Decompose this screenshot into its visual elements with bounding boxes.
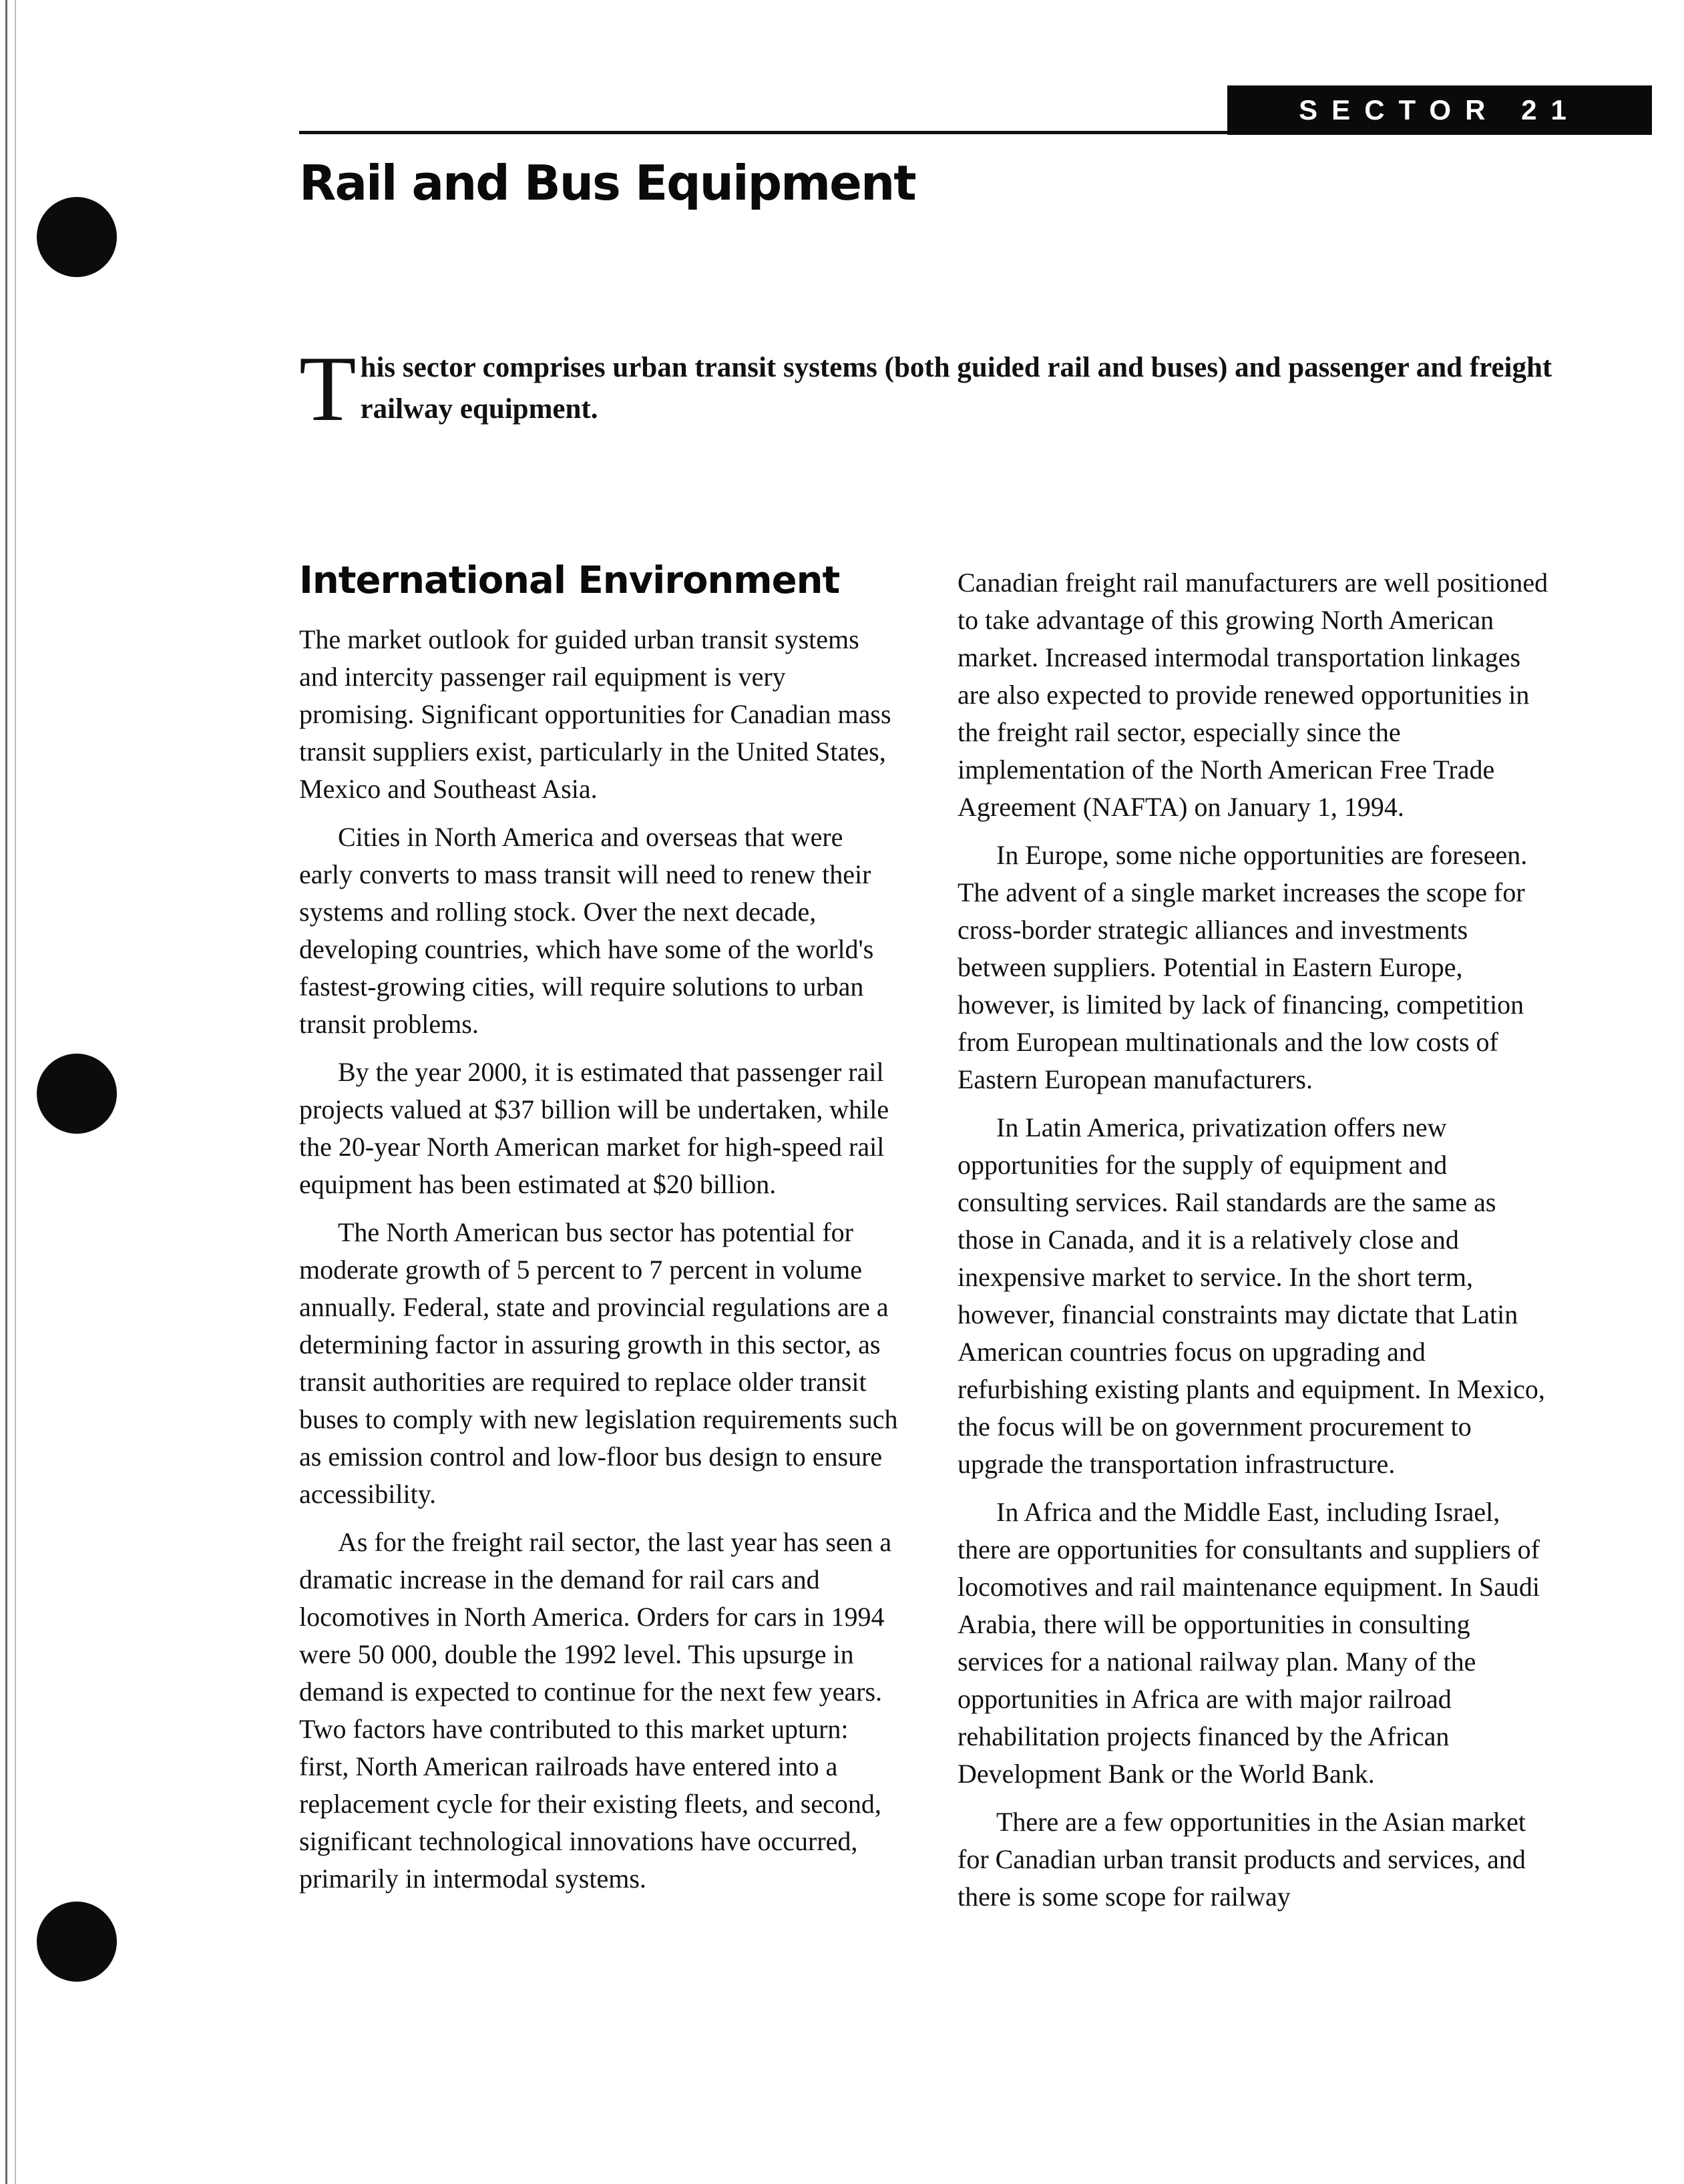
paragraph: In Latin America, privatization offers new opportunities for the supply of equipment and consulting services. Rail standards are the same as those in Canada, and it is a relatively close and inexpensive market to service. In the short term, however, financial constraints may dictate that Latin American countries focus on upgrading and refurbishing existing plants and equipment. In Mexico, the focus will be on government procurement to upgrade the transportation infrastructure.: [958, 1112, 1545, 1479]
right-column: [958, 564, 1558, 1926]
paragraph: Canadian freight rail manufacturers are well positioned to take advantage of this growing North American market. Increased intermodal transportation linkages are also expected to provide renewed opportunities in the freight rail sector, especially since the implementation of the North American Free Trade Agreement (NAFTA) on January 1, 1994.: [958, 568, 1548, 822]
scan-edge-shadow: [5, 0, 7, 2184]
paragraph: There are a few opportunities in the Asian market for Canadian urban transit products and services, and there is some scope for railway: [958, 1807, 1526, 1912]
left-column: [299, 560, 900, 1908]
sector-label: SECTOR 21: [1227, 85, 1652, 135]
binder-hole-middle: [37, 1054, 117, 1134]
paragraph: The North American bus sector has potential for moderate growth of 5 percent to 7 percent in volume annually. Federal, state and provincial regulations are a determining factor in assuring growth in this sector, as transit authorities are required to replace older transit buses to comply with new legislation requirements such as emission control and low-floor bus design to ensure accessibility.: [299, 1217, 898, 1509]
paragraph: In Africa and the Middle East, including Israel, there are opportunities for consultants and suppliers of locomotives and rail maintenance equipment. In Saudi Arabia, there will be opportunities in consulting services for a national railway plan. Many of the opportunities in Africa are with major railroad rehabilitation projects financed by the African Development Bank or the World Bank.: [958, 1497, 1540, 1789]
header-rule: [299, 131, 1261, 134]
binder-hole-top: [37, 197, 117, 277]
intro-paragraph: [299, 337, 1568, 441]
scan-edge-shadow-light: [15, 0, 16, 2184]
paragraph: In Europe, some niche opportunities are foreseen. The advent of a single market increases the scope for cross-border strategic alliances and investments between suppliers. Potential in Eastern Europe, however, is limited by lack of financing, competition from European multinationals and the low costs of Eastern European manufacturers.: [958, 840, 1528, 1094]
binder-hole-bottom: [37, 1902, 117, 1982]
paragraph: Cities in North America and overseas that were early converts to mass transit will need to renew their systems and rolling stock. Over the next decade, developing countries, which have some of the world's fastest-growing cities, will require solutions to urban transit problems.: [299, 822, 874, 1039]
paragraph: By the year 2000, it is estimated that passenger rail projects valued at $37 billion will be undertaken, while the 20-year North American market for high-speed rail equipment has been estimated at $20 billion.: [299, 1057, 889, 1199]
intro-text: his sector comprises urban transit systems (both guided rail and buses) and passenger and freight railway equipment.: [360, 352, 1552, 425]
paragraph: As for the freight rail sector, the last year has seen a dramatic increase in the demand for rail cars and locomotives in North America. Orders for cars in 1994 were 50 000, double the 1992 level. This upsurge in demand is expected to continue for the next few years. Two factors have contributed to this market upturn: first, North American railroads have entered into a replacement cycle for their existing fleets, and second, significant technological innovations have occurred, primarily in intermodal systems.: [299, 1527, 892, 1894]
page-title: Rail and Bus Equipment: [299, 155, 915, 211]
paragraph: The market outlook for guided urban transit systems and intercity passenger rail equipment is very promising. Significant opportunities for Canadian mass transit suppliers exist, particularly in the United States, Mexico and Southeast Asia.: [299, 624, 891, 804]
drop-cap: T: [299, 337, 357, 441]
section-heading: International Environment: [299, 559, 840, 602]
